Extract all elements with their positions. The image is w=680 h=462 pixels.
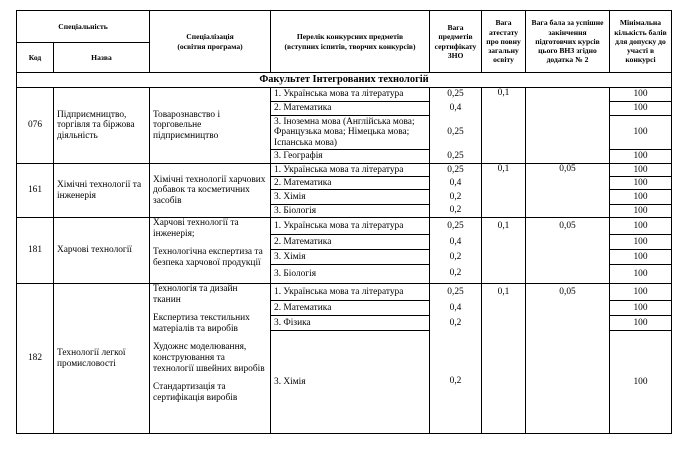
specialty-code: 182 bbox=[17, 284, 54, 434]
min-score: 100 bbox=[610, 177, 672, 190]
min-score: 100 bbox=[610, 265, 672, 284]
subject: 1. Українська мова та література bbox=[271, 284, 430, 301]
subject: 3. Іноземна мова (Англійська мова; Французька мова; Німецька мова; Іспанська мова) bbox=[271, 116, 430, 150]
header-specialization bbox=[150, 11, 271, 73]
subject: 2. Математика bbox=[271, 177, 430, 190]
min-score: 100 bbox=[610, 301, 672, 316]
header-specialty: Спеціальність bbox=[17, 11, 150, 43]
header-subjects-sub: (вступних іспитів, творчих конкурсів) bbox=[284, 41, 416, 51]
specialization-item: Художнє моделювання, конструювання та технології швейних виробів bbox=[153, 342, 265, 374]
subject: 3. Хімія bbox=[271, 331, 430, 434]
min-score: 100 bbox=[610, 250, 672, 265]
min-score: 100 bbox=[610, 331, 672, 434]
zno-weight: 0,25 bbox=[430, 88, 482, 102]
header-name: Назва bbox=[54, 43, 150, 73]
certificate-weight: 0,1 bbox=[482, 164, 526, 218]
zno-weight: 0,25 bbox=[430, 116, 482, 150]
subject: 3. Географія bbox=[271, 150, 430, 164]
specialization-item: Експертиза текстильних матеріалів та виробів bbox=[153, 313, 250, 334]
zno-weight: 0,4 bbox=[430, 301, 482, 316]
zno-weight: 0,2 bbox=[430, 250, 482, 265]
subject: 3. Фізика bbox=[271, 316, 430, 331]
specialization-item: Стандартизація та сертифікація виробів bbox=[153, 382, 238, 403]
min-score: 100 bbox=[610, 205, 672, 218]
header-code: Код bbox=[17, 43, 54, 73]
min-score: 100 bbox=[610, 190, 672, 205]
header-min-score: Мінімальна кількість балів для допуску до участі в конкурсі bbox=[610, 11, 672, 73]
specialty-name: Хімічні технології та інженерія bbox=[54, 164, 150, 218]
specialty-code: 181 bbox=[17, 218, 54, 284]
subject: 1. Українська мова та література bbox=[271, 218, 430, 235]
min-score: 100 bbox=[610, 150, 672, 164]
header-subjects-label: Перелік конкурсних предметів bbox=[296, 32, 404, 42]
specialization-item: Технологічна експертиза та безпека харчової продукції bbox=[153, 247, 263, 268]
specialization: Товарознавство і торговельне підприємництво bbox=[150, 88, 271, 164]
zno-weight: 0,25 bbox=[430, 164, 482, 177]
courses-weight bbox=[526, 88, 610, 164]
subject: 3. Хімія bbox=[271, 250, 430, 265]
faculty-title: Факультет Інтегрованих технологій bbox=[17, 73, 672, 88]
specialty-name: Технології легкої промисловості bbox=[54, 284, 150, 434]
specialization-item: Харчові технології та інженерія; bbox=[153, 218, 239, 239]
subject: 3. Хімія bbox=[271, 190, 430, 205]
min-score: 100 bbox=[610, 116, 672, 150]
min-score: 100 bbox=[610, 218, 672, 235]
subject: 1. Українська мова та література bbox=[271, 88, 430, 102]
certificate-weight: 0,1 bbox=[482, 88, 526, 164]
courses-weight: 0,05 bbox=[526, 218, 610, 284]
zno-weight: 0,25 bbox=[430, 218, 482, 235]
zno-weight: 0,25 bbox=[430, 150, 482, 164]
certificate-weight: 0,1 bbox=[482, 218, 526, 284]
subject: 3. Біологія bbox=[271, 205, 430, 218]
admission-table bbox=[16, 10, 672, 434]
certificate-weight: 0,1 bbox=[482, 284, 526, 434]
header-subjects bbox=[271, 11, 430, 73]
zno-weight: 0,2 bbox=[430, 205, 482, 218]
zno-weight: 0,2 bbox=[430, 331, 482, 434]
subject: 3. Біологія bbox=[271, 265, 430, 284]
header-zno-weight: Вага предметів сертифікату ЗНО bbox=[430, 11, 482, 73]
zno-weight: 0,2 bbox=[430, 316, 482, 331]
min-score: 100 bbox=[610, 284, 672, 301]
specialization: Хімічні технології харчових добавок та косметичних засобів bbox=[150, 164, 271, 218]
specialty-code: 161 bbox=[17, 164, 54, 218]
zno-weight: 0,4 bbox=[430, 102, 482, 116]
specialty-name: Харчові технології bbox=[54, 218, 150, 284]
min-score: 100 bbox=[610, 316, 672, 331]
specialization bbox=[150, 218, 271, 284]
zno-weight: 0,2 bbox=[430, 265, 482, 284]
zno-weight: 0,4 bbox=[430, 235, 482, 250]
min-score: 100 bbox=[610, 102, 672, 116]
zno-weight: 0,25 bbox=[430, 284, 482, 301]
header-certificate-weight: Вага атестату про повну загальну освіту bbox=[482, 11, 526, 73]
courses-weight: 0,05 bbox=[526, 284, 610, 434]
specialty-code: 076 bbox=[17, 88, 54, 164]
specialization bbox=[150, 284, 271, 434]
header-specialization-label: Спеціалізація bbox=[186, 32, 234, 42]
zno-weight: 0,2 bbox=[430, 190, 482, 205]
subject: 2. Математика bbox=[271, 102, 430, 116]
subject: 2. Математика bbox=[271, 235, 430, 250]
min-score: 100 bbox=[610, 88, 672, 102]
courses-weight: 0,05 bbox=[526, 164, 610, 218]
specialization-item: Технологія та дизайн тканин bbox=[153, 284, 238, 305]
zno-weight: 0,4 bbox=[430, 177, 482, 190]
specialty-name: Підприємництво, торгівля та біржова діяльність bbox=[54, 88, 150, 164]
min-score: 100 bbox=[610, 235, 672, 250]
header-specialization-sub: (освітня програма) bbox=[177, 41, 243, 51]
min-score: 100 bbox=[610, 164, 672, 177]
subject: 1. Українська мова та література bbox=[271, 164, 430, 177]
subject: 2. Математика bbox=[271, 301, 430, 316]
header-courses-weight: Вага бала за успішне закінчення підготовчих курсів цього ВНЗ згідно додатка № 2 bbox=[526, 11, 610, 73]
